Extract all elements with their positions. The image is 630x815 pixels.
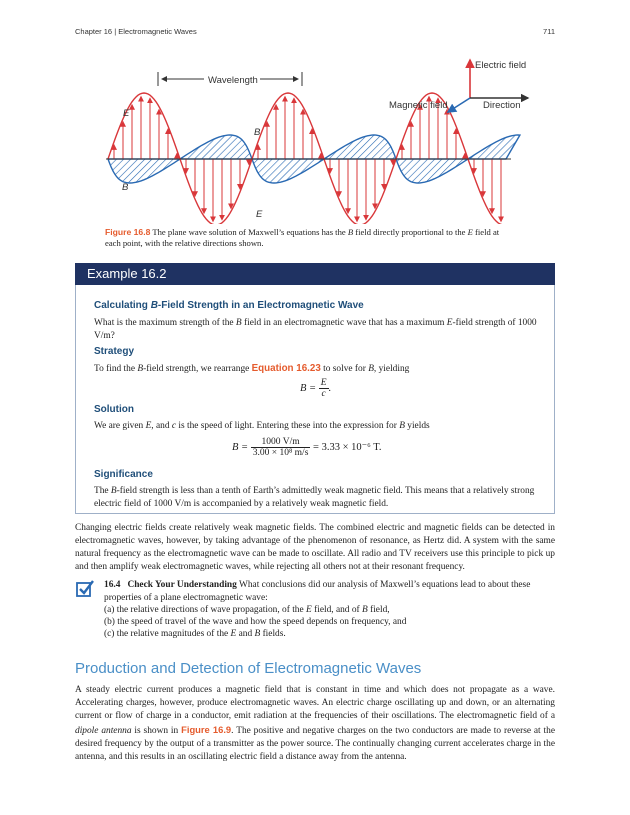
check-item-b: (b) the speed of travel of the wave and how the speed depends on frequency, and — [104, 617, 407, 627]
figure-caption: Figure 16.8 The plane wave solution of Maxwell’s equations has the B field directly proportional to the E field at each point, with the relative directions shown. — [105, 227, 500, 248]
significance-heading: Significance — [94, 469, 153, 480]
direction-label: Direction — [483, 100, 521, 111]
section-title: Production and Detection of Electromagnetic Waves — [75, 660, 422, 677]
example-title-bar — [75, 263, 555, 285]
check-item-a: (a) the relative directions of wave propagation, of the E field, and of B field, — [104, 605, 390, 615]
example-question: What is the maximum strength of the B field in an electromagnetic wave that has a maximum E-field strength of 1000 V/m? — [94, 318, 537, 341]
section-paragraph: A steady electric current produces a magnetic field that is constant in time and which does not propagate as a wave. Accelerating charges, however, produce electromagnetic waves. An electric charge oscillating up and down, or an alternating current or flow of charge in a conductor, emit radiation at the frequencies of their oscillations. The electromagnetic field of a dipole antenna is shown in Figure 16.9. The positive and negative charges on the two conductors are made to reverse at the desired frequency by the output of a transmitter as the power source. The continually changing current accelerates charge in the antenna, and this results in an oscillating electric field a distance away from the antenna. — [75, 685, 556, 762]
e-label-1: E — [123, 108, 130, 119]
b-label-2: B — [254, 127, 261, 138]
chapter-header: Chapter 16 | Electromagnetic Waves — [75, 27, 197, 36]
checkmark-icon — [76, 580, 94, 598]
solution-heading: Solution — [94, 404, 134, 415]
magnetic-field-arrow — [448, 98, 470, 112]
equation-link[interactable]: Equation 16.23 — [251, 363, 321, 374]
b-label-1: B — [122, 182, 129, 193]
strategy-heading: Strategy — [94, 346, 135, 357]
check-item-c: (c) the relative magnitudes of the E and B fields. — [104, 629, 286, 639]
em-wave-figure — [96, 52, 536, 224]
electric-field-label: Electric field — [475, 60, 527, 71]
equation-b-over-c: B = $\frac{E}{c}$ . — [300, 378, 332, 399]
magnetic-field-label: Magnetic field — [389, 100, 448, 111]
e-label-2: E — [256, 209, 263, 220]
solution-text: We are given E, and c is the speed of light. Entering these into the expression for B yields — [94, 421, 430, 431]
example-heading: Calculating B-Field Strength in an Electromagnetic Wave — [94, 300, 364, 311]
example-title: Example 16.2 — [87, 266, 167, 281]
equation-b-value: B = $\frac{1000 V/m}{\text{3.00 × 10⁸ m/s}}$ = 3.33 × 10⁻⁶ T. — [232, 437, 382, 458]
figure-link[interactable]: Figure 16.9 — [181, 724, 232, 735]
check-understanding: 16.4 Check Your Understanding What conclusions did our analysis of Maxwell’s equations lead to about these properties of a plane electromagnetic wave: — [104, 580, 531, 603]
strategy-text: To find the B-field strength, we rearrange Equation 16.23 to solve for B, yielding — [94, 363, 410, 374]
figure-number: Figure 16.8 — [105, 227, 151, 237]
page-number: 711 — [543, 27, 555, 36]
wavelength-label: Wavelength — [208, 75, 258, 86]
body-paragraph: Changing electric fields create relatively weak magnetic fields. The combined electric and magnetic fields can be detected in electromagnetic waves, however, by taking advantage of the phenomenon of resonance, as Hertz did. A system with the same natural frequency as the electromagnetic wave can be made to oscillate. All radio and TV receivers use this principle to pick up and then amplify weak electromagnetic waves, while rejecting all others not at their resonant frequency. — [75, 523, 555, 572]
significance-text: The B-field strength is less than a tenth of Earth’s admittedly weak magnetic field. This means that a relatively strong electric field of 1000 V/m is accompanied by a relatively weak magnetic field. — [94, 486, 535, 509]
